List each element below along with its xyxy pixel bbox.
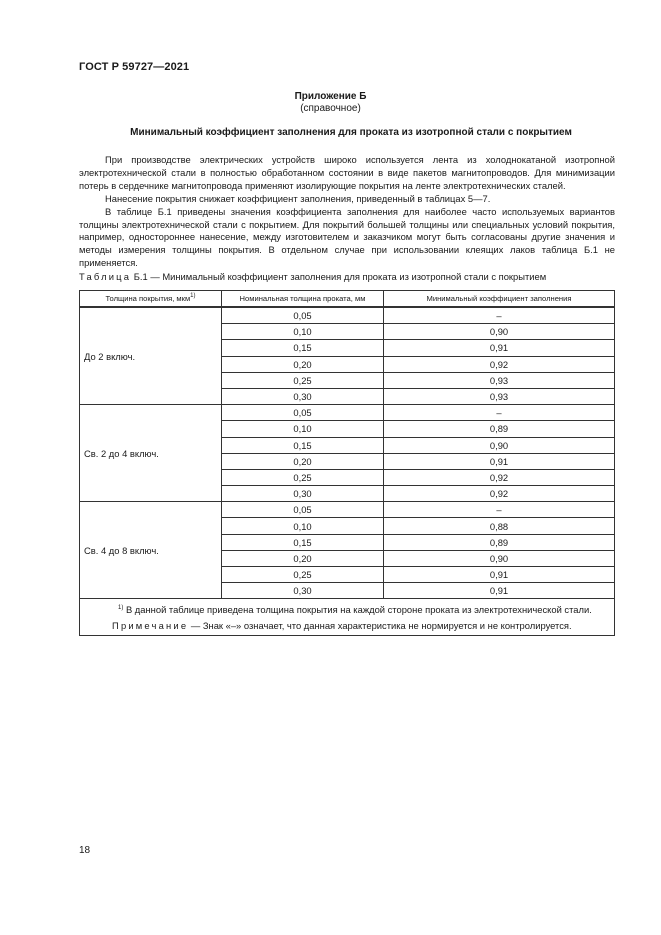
fill-factor-cell: –: [384, 405, 615, 421]
nominal-thickness-cell: 0,15: [222, 437, 384, 453]
table-header-row: [80, 291, 615, 308]
nominal-thickness-cell: 0,10: [222, 518, 384, 534]
page-number: 18: [79, 845, 91, 856]
note-label: Примечание: [112, 620, 189, 632]
nominal-thickness-cell: 0,10: [222, 324, 384, 340]
nominal-thickness-cell: 0,30: [222, 388, 384, 404]
fill-factor-cell: 0,92: [384, 486, 615, 502]
table-footer-row: [80, 599, 615, 636]
nominal-thickness-cell: 0,20: [222, 356, 384, 372]
nominal-thickness-cell: 0,25: [222, 372, 384, 388]
fill-factor-cell: –: [384, 502, 615, 518]
table-note: [86, 619, 608, 632]
header-coating-thickness: Толщина покрытия, мкм$^{1)}$: [80, 291, 222, 308]
fill-factor-cell: 0,91: [384, 567, 615, 583]
fill-factor-cell: 0,92: [384, 356, 615, 372]
fill-factor-cell: 0,91: [384, 340, 615, 356]
fill-factor-cell: 0,90: [384, 324, 615, 340]
nominal-thickness-cell: 0,15: [222, 534, 384, 550]
fill-factor-cell: –: [384, 307, 615, 324]
fill-factor-cell: 0,90: [384, 437, 615, 453]
nominal-thickness-cell: 0,05: [222, 405, 384, 421]
table-caption: [79, 271, 546, 282]
nominal-thickness-cell: 0,20: [222, 453, 384, 469]
nominal-thickness-cell: 0,05: [222, 307, 384, 324]
footnote: $^{1)}$ В данной таблице приведена толщина покрытия на каждой стороне проката из электротехнической стали.: [118, 604, 592, 616]
fill-factor-cell: 0,89: [384, 421, 615, 437]
page-title: Минимальный коэффициент заполнения для проката из изотропной стали с покрытием: [130, 127, 572, 138]
fill-factor-cell: 0,91: [384, 583, 615, 599]
standard-designation: ГОСТ Р 59727—2021: [79, 61, 190, 73]
fill-factor-cell: 0,93: [384, 372, 615, 388]
fill-factor-cell: 0,88: [384, 518, 615, 534]
nominal-thickness-cell: 0,15: [222, 340, 384, 356]
nominal-thickness-cell: 0,10: [222, 421, 384, 437]
nominal-thickness-cell: 0,20: [222, 550, 384, 566]
table-row: [80, 307, 615, 324]
coating-group-label: До 2 включ.: [80, 307, 222, 405]
table-caption-label: Таблица: [79, 271, 132, 282]
body-text: [79, 154, 615, 270]
table-row: [80, 405, 615, 421]
fill-factor-table: [79, 290, 615, 636]
appendix-subtitle: (справочное): [300, 103, 361, 114]
coating-group-label: Св. 2 до 4 включ.: [80, 405, 222, 502]
fill-factor-cell: 0,92: [384, 469, 615, 485]
paragraph: Нанесение покрытия снижает коэффициент заполнения, приведенный в таблицах 5—7.: [105, 192, 491, 204]
header-min-fill-factor: Минимальный коэффициент заполнения: [384, 291, 615, 308]
table-footnotes: [80, 599, 615, 636]
nominal-thickness-cell: 0,05: [222, 502, 384, 518]
table-caption-text: Б.1 — Минимальный коэффициент заполнения для проката из изотропной стали с покрытием: [133, 271, 547, 282]
header-nominal-thickness: Номинальная толщина проката, мм: [222, 291, 384, 308]
fill-factor-cell: 0,91: [384, 453, 615, 469]
appendix-title: Приложение Б: [294, 91, 367, 102]
nominal-thickness-cell: 0,25: [222, 469, 384, 485]
footnote-ref: 1): [190, 293, 196, 299]
note-text: — Знак «–» означает, что данная характеристика не нормируется и не контролируется.: [190, 620, 572, 632]
nominal-thickness-cell: 0,25: [222, 567, 384, 583]
paragraph: При производстве электрических устройств широко используется лента из холоднокатаной изотропной электротехнической стали в полностью обработанном состоянии в виде пакетов магнитопроводов. Для минимизации потерь в сердечнике магнитопровода применяют изолирующие покрытия на ленте электротехнических сталей.: [79, 154, 615, 191]
table-row: [80, 502, 615, 518]
fill-factor-cell: 0,93: [384, 388, 615, 404]
nominal-thickness-cell: 0,30: [222, 583, 384, 599]
paragraph: В таблице Б.1 приведены значения коэффициента заполнения для наиболее часто используемых вариантов толщины электротехнической стали с покрытием. Для покрытий большей толщины или специальных условий покрытия, например, одностороннее нанесение, между изготовителем и заказчиком могут быть согласованы другие значения и методы измерения толщины покрытия. В отдельном случае при использовании клеящих лаков таблица Б.1 не применяется.: [79, 205, 615, 269]
nominal-thickness-cell: 0,30: [222, 486, 384, 502]
appendix-heading: [0, 91, 661, 115]
fill-factor-cell: 0,90: [384, 550, 615, 566]
fill-factor-cell: 0,89: [384, 534, 615, 550]
coating-group-label: Св. 4 до 8 включ.: [80, 502, 222, 599]
